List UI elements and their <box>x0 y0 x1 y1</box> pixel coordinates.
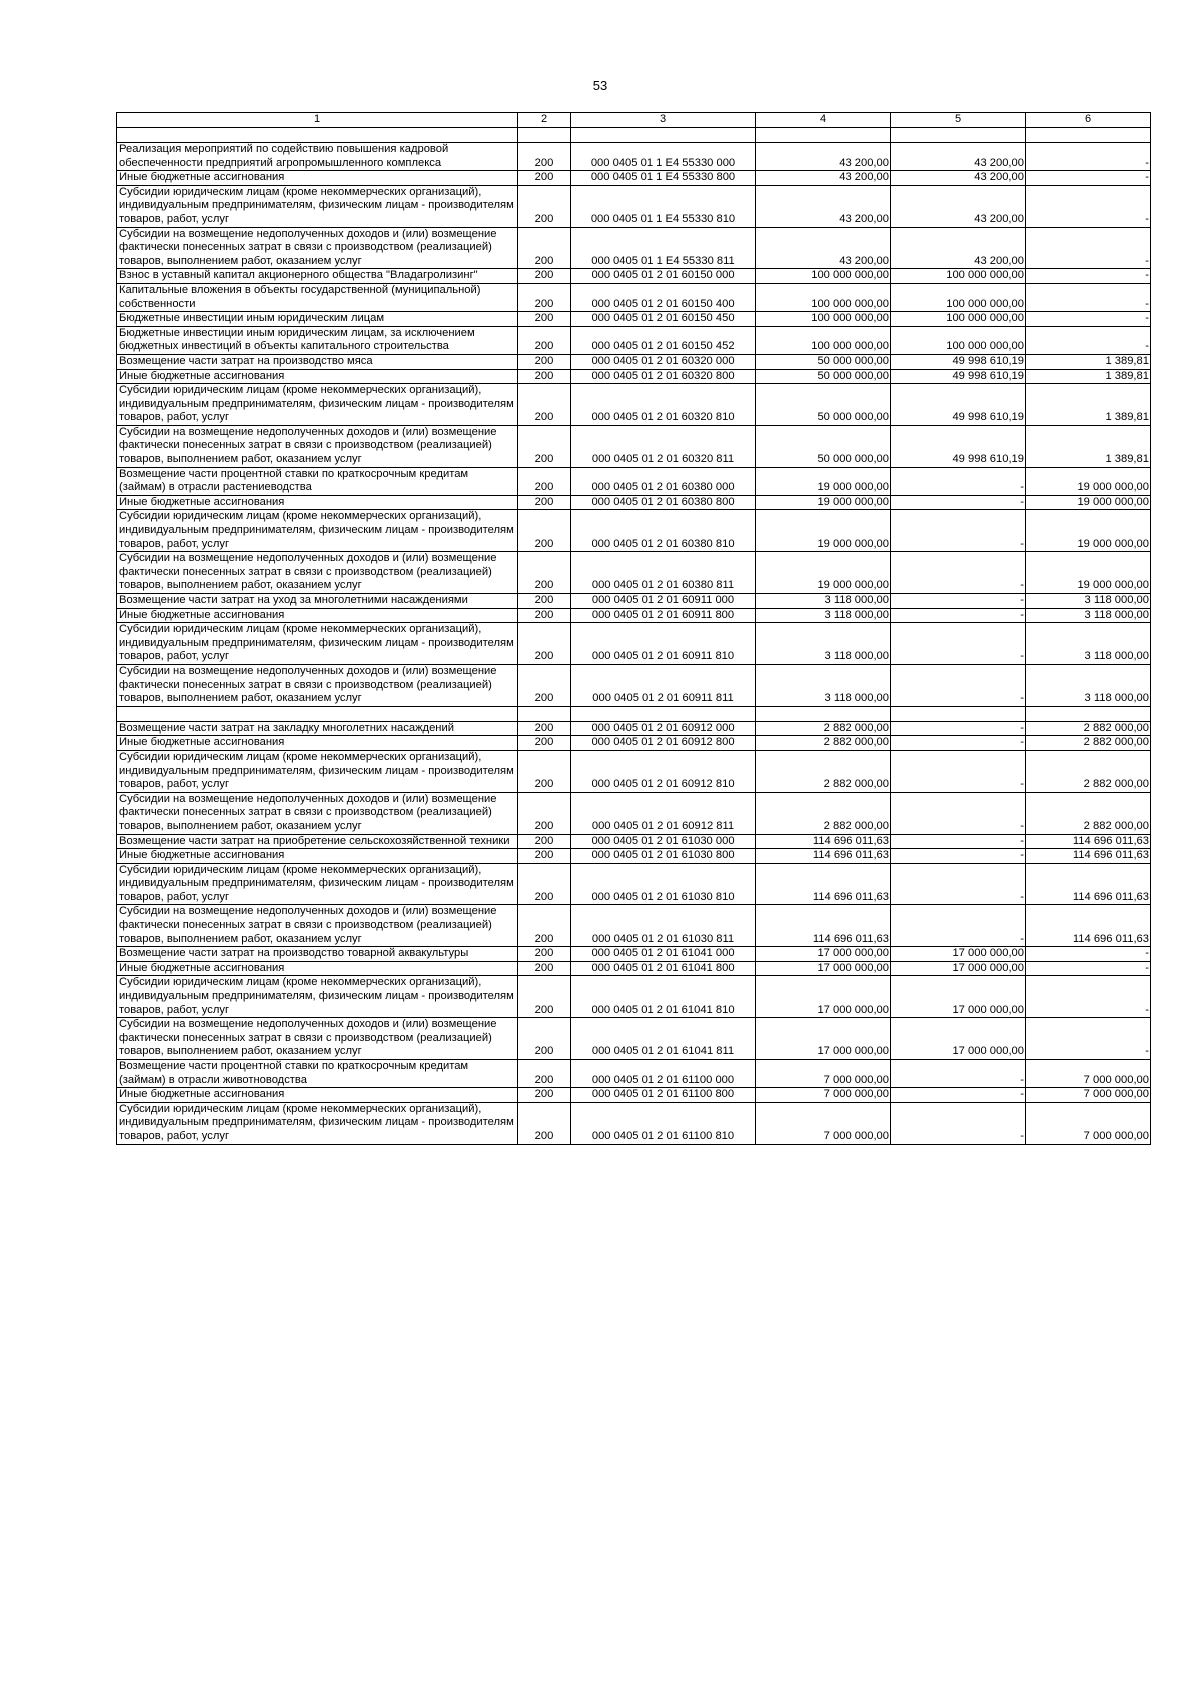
row-line-code-cell: 200 <box>518 664 571 706</box>
row-budget-code-cell: 000 0405 01 2 01 61030 810 <box>571 863 756 905</box>
table-row <box>117 326 1151 354</box>
row-name-cell: Иные бюджетные ассигнования <box>117 736 518 751</box>
row-executed-cell: - <box>891 834 1026 849</box>
column-header: 6 <box>1026 113 1151 128</box>
row-unexecuted-cell: 3 118 000,00 <box>1026 623 1151 665</box>
row-name-cell: Субсидии на возмещение недополученных доходов и (или) возмещение фактически понесенных затрат в связи с производством (реализацией) товаров, выполнением работ, оказанием услуг <box>117 905 518 947</box>
table-row <box>117 594 1151 609</box>
row-budget-code-cell: 000 0405 01 2 01 60912 811 <box>571 792 756 834</box>
row-budget-code-cell: 000 0405 01 1 E4 55330 811 <box>571 227 756 269</box>
row-executed-cell: - <box>891 750 1026 792</box>
row-line-code-cell: 200 <box>518 976 571 1018</box>
row-approved-cell: 50 000 000,00 <box>756 384 891 426</box>
table-row <box>117 1102 1151 1144</box>
row-executed-cell: 100 000 000,00 <box>891 312 1026 327</box>
row-unexecuted-cell: 7 000 000,00 <box>1026 1102 1151 1144</box>
row-approved-cell: 17 000 000,00 <box>756 947 891 962</box>
row-line-code-cell: 200 <box>518 326 571 354</box>
row-unexecuted-cell: 114 696 011,63 <box>1026 849 1151 864</box>
row-name-cell: Реализация мероприятий по содействию повышения кадровой обеспеченности предприятий агропромышленного комплекса <box>117 143 518 171</box>
row-name-cell: Иные бюджетные ассигнования <box>117 495 518 510</box>
row-executed-cell: 100 000 000,00 <box>891 283 1026 311</box>
row-approved-cell: 2 882 000,00 <box>756 736 891 751</box>
row-approved-cell: 2 882 000,00 <box>756 750 891 792</box>
row-approved-cell: 100 000 000,00 <box>756 269 891 284</box>
row-budget-code-cell: 000 0405 01 2 01 60320 810 <box>571 384 756 426</box>
row-approved-cell: 50 000 000,00 <box>756 369 891 384</box>
spacer-row <box>117 128 1151 143</box>
row-name-cell: Субсидии юридическим лицам (кроме некоммерческих организаций), индивидуальным предпринимателям, физическим лицам - производителям товаров, работ, услуг <box>117 976 518 1018</box>
row-name-cell: Возмещение части затрат на производство мяса <box>117 354 518 369</box>
row-approved-cell: 17 000 000,00 <box>756 1018 891 1060</box>
row-unexecuted-cell: 19 000 000,00 <box>1026 552 1151 594</box>
row-name-cell: Иные бюджетные ассигнования <box>117 961 518 976</box>
row-budget-code-cell: 000 0405 01 2 01 60380 810 <box>571 510 756 552</box>
row-line-code-cell: 200 <box>518 312 571 327</box>
table-row <box>117 185 1151 227</box>
row-executed-cell: 17 000 000,00 <box>891 976 1026 1018</box>
row-name-cell: Иные бюджетные ассигнования <box>117 608 518 623</box>
empty-cell <box>891 128 1026 143</box>
table-row <box>117 283 1151 311</box>
row-budget-code-cell: 000 0405 01 1 E4 55330 000 <box>571 143 756 171</box>
row-name-cell: Иные бюджетные ассигнования <box>117 171 518 186</box>
row-budget-code-cell: 000 0405 01 2 01 61041 000 <box>571 947 756 962</box>
row-executed-cell: - <box>891 1088 1026 1103</box>
row-name-cell: Возмещение части затрат на закладку многолетних насаждений <box>117 721 518 736</box>
row-line-code-cell: 200 <box>518 863 571 905</box>
row-unexecuted-cell: 2 882 000,00 <box>1026 736 1151 751</box>
row-executed-cell: 49 998 610,19 <box>891 369 1026 384</box>
row-line-code-cell: 200 <box>518 1088 571 1103</box>
row-unexecuted-cell: - <box>1026 269 1151 284</box>
row-executed-cell: 17 000 000,00 <box>891 947 1026 962</box>
table-row <box>117 1088 1151 1103</box>
row-executed-cell: - <box>891 863 1026 905</box>
row-approved-cell: 3 118 000,00 <box>756 664 891 706</box>
row-unexecuted-cell: - <box>1026 976 1151 1018</box>
empty-cell <box>518 706 571 721</box>
row-executed-cell: 43 200,00 <box>891 185 1026 227</box>
table-row <box>117 552 1151 594</box>
row-unexecuted-cell: - <box>1026 283 1151 311</box>
row-name-cell: Субсидии на возмещение недополученных доходов и (или) возмещение фактически понесенных затрат в связи с производством (реализацией) товаров, выполнением работ, оказанием услуг <box>117 425 518 467</box>
row-unexecuted-cell: - <box>1026 961 1151 976</box>
row-executed-cell: 43 200,00 <box>891 227 1026 269</box>
row-line-code-cell: 200 <box>518 834 571 849</box>
row-budget-code-cell: 000 0405 01 2 01 61030 800 <box>571 849 756 864</box>
row-name-cell: Возмещение части затрат на уход за многолетними насаждениями <box>117 594 518 609</box>
row-budget-code-cell: 000 0405 01 2 01 60911 800 <box>571 608 756 623</box>
column-header: 5 <box>891 113 1026 128</box>
table-row <box>117 863 1151 905</box>
column-header: 1 <box>117 113 518 128</box>
row-budget-code-cell: 000 0405 01 2 01 61041 800 <box>571 961 756 976</box>
row-budget-code-cell: 000 0405 01 2 01 61041 810 <box>571 976 756 1018</box>
row-approved-cell: 17 000 000,00 <box>756 961 891 976</box>
column-header: 4 <box>756 113 891 128</box>
row-executed-cell: 100 000 000,00 <box>891 326 1026 354</box>
row-line-code-cell: 200 <box>518 495 571 510</box>
table-row <box>117 961 1151 976</box>
row-line-code-cell: 200 <box>518 143 571 171</box>
row-name-cell: Иные бюджетные ассигнования <box>117 849 518 864</box>
row-name-cell: Иные бюджетные ассигнования <box>117 369 518 384</box>
row-budget-code-cell: 000 0405 01 2 01 60380 800 <box>571 495 756 510</box>
row-executed-cell: - <box>891 736 1026 751</box>
empty-cell <box>571 706 756 721</box>
row-executed-cell: 100 000 000,00 <box>891 269 1026 284</box>
row-name-cell: Субсидии юридическим лицам (кроме некоммерческих организаций), индивидуальным предпринимателям, физическим лицам - производителям товаров, работ, услуг <box>117 185 518 227</box>
row-line-code-cell: 200 <box>518 227 571 269</box>
table-row <box>117 623 1151 665</box>
table-row <box>117 495 1151 510</box>
row-unexecuted-cell: 1 389,81 <box>1026 425 1151 467</box>
row-approved-cell: 50 000 000,00 <box>756 354 891 369</box>
column-header: 2 <box>518 113 571 128</box>
table-row <box>117 834 1151 849</box>
table-row <box>117 384 1151 426</box>
row-unexecuted-cell: - <box>1026 947 1151 962</box>
row-approved-cell: 19 000 000,00 <box>756 467 891 495</box>
row-budget-code-cell: 000 0405 01 2 01 60380 000 <box>571 467 756 495</box>
row-unexecuted-cell: 2 882 000,00 <box>1026 792 1151 834</box>
table-row <box>117 608 1151 623</box>
row-unexecuted-cell: 1 389,81 <box>1026 384 1151 426</box>
row-executed-cell: - <box>891 552 1026 594</box>
row-unexecuted-cell: - <box>1026 227 1151 269</box>
row-approved-cell: 3 118 000,00 <box>756 623 891 665</box>
row-executed-cell: - <box>891 721 1026 736</box>
row-line-code-cell: 200 <box>518 961 571 976</box>
table-row <box>117 171 1151 186</box>
row-executed-cell: 17 000 000,00 <box>891 961 1026 976</box>
table-row <box>117 425 1151 467</box>
row-line-code-cell: 200 <box>518 1102 571 1144</box>
table-row <box>117 792 1151 834</box>
row-approved-cell: 19 000 000,00 <box>756 495 891 510</box>
row-approved-cell: 114 696 011,63 <box>756 849 891 864</box>
row-unexecuted-cell: - <box>1026 326 1151 354</box>
row-line-code-cell: 200 <box>518 736 571 751</box>
row-name-cell: Субсидии на возмещение недополученных доходов и (или) возмещение фактически понесенных затрат в связи с производством (реализацией) товаров, выполнением работ, оказанием услуг <box>117 552 518 594</box>
row-budget-code-cell: 000 0405 01 2 01 60150 452 <box>571 326 756 354</box>
row-name-cell: Субсидии юридическим лицам (кроме некоммерческих организаций), индивидуальным предпринимателям, физическим лицам - производителям товаров, работ, услуг <box>117 1102 518 1144</box>
row-unexecuted-cell: - <box>1026 143 1151 171</box>
row-executed-cell: - <box>891 495 1026 510</box>
row-approved-cell: 7 000 000,00 <box>756 1102 891 1144</box>
row-name-cell: Субсидии юридическим лицам (кроме некоммерческих организаций), индивидуальным предпринимателям, физическим лицам - производителям товаров, работ, услуг <box>117 384 518 426</box>
row-approved-cell: 100 000 000,00 <box>756 312 891 327</box>
row-executed-cell: - <box>891 467 1026 495</box>
row-executed-cell: 49 998 610,19 <box>891 384 1026 426</box>
row-executed-cell: 43 200,00 <box>891 143 1026 171</box>
row-approved-cell: 7 000 000,00 <box>756 1088 891 1103</box>
row-name-cell: Возмещение части процентной ставки по краткосрочным кредитам (займам) в отрасли животноводства <box>117 1060 518 1088</box>
row-executed-cell: - <box>891 849 1026 864</box>
row-unexecuted-cell: - <box>1026 1018 1151 1060</box>
row-line-code-cell: 200 <box>518 608 571 623</box>
empty-cell <box>518 128 571 143</box>
table-row <box>117 467 1151 495</box>
row-unexecuted-cell: 114 696 011,63 <box>1026 834 1151 849</box>
row-executed-cell: - <box>891 594 1026 609</box>
row-name-cell: Субсидии юридическим лицам (кроме некоммерческих организаций), индивидуальным предпринимателям, физическим лицам - производителям товаров, работ, услуг <box>117 510 518 552</box>
row-budget-code-cell: 000 0405 01 1 E4 55330 810 <box>571 185 756 227</box>
row-budget-code-cell: 000 0405 01 2 01 60320 800 <box>571 369 756 384</box>
row-line-code-cell: 200 <box>518 354 571 369</box>
column-number-row <box>117 113 1151 128</box>
row-executed-cell: 49 998 610,19 <box>891 425 1026 467</box>
empty-cell <box>117 128 518 143</box>
column-header: 3 <box>571 113 756 128</box>
row-budget-code-cell: 000 0405 01 2 01 60320 811 <box>571 425 756 467</box>
row-line-code-cell: 200 <box>518 185 571 227</box>
row-name-cell: Взнос в уставный капитал акционерного общества "Владагролизинг" <box>117 269 518 284</box>
row-executed-cell: - <box>891 905 1026 947</box>
table-row <box>117 1060 1151 1088</box>
row-executed-cell: - <box>891 1060 1026 1088</box>
row-approved-cell: 19 000 000,00 <box>756 552 891 594</box>
row-name-cell: Возмещение части процентной ставки по краткосрочным кредитам (займам) в отрасли растениеводства <box>117 467 518 495</box>
row-line-code-cell: 200 <box>518 1060 571 1088</box>
row-name-cell: Бюджетные инвестиции иным юридическим лицам, за исключением бюджетных инвестиций в объекты капитального строительства <box>117 326 518 354</box>
row-approved-cell: 100 000 000,00 <box>756 326 891 354</box>
row-name-cell: Субсидии юридическим лицам (кроме некоммерческих организаций), индивидуальным предпринимателям, физическим лицам - производителям товаров, работ, услуг <box>117 863 518 905</box>
row-unexecuted-cell: 19 000 000,00 <box>1026 510 1151 552</box>
budget-table <box>116 112 1151 1145</box>
row-budget-code-cell: 000 0405 01 2 01 60150 400 <box>571 283 756 311</box>
table-row <box>117 143 1151 171</box>
row-name-cell: Возмещение части затрат на приобретение сельскохозяйственной техники <box>117 834 518 849</box>
row-line-code-cell: 200 <box>518 792 571 834</box>
row-approved-cell: 2 882 000,00 <box>756 721 891 736</box>
row-name-cell: Субсидии на возмещение недополученных доходов и (или) возмещение фактически понесенных затрат в связи с производством (реализацией) товаров, выполнением работ, оказанием услуг <box>117 792 518 834</box>
row-unexecuted-cell: 114 696 011,63 <box>1026 905 1151 947</box>
row-line-code-cell: 200 <box>518 283 571 311</box>
row-executed-cell: 17 000 000,00 <box>891 1018 1026 1060</box>
row-approved-cell: 7 000 000,00 <box>756 1060 891 1088</box>
row-budget-code-cell: 000 0405 01 2 01 60911 810 <box>571 623 756 665</box>
row-approved-cell: 3 118 000,00 <box>756 594 891 609</box>
table-row <box>117 369 1151 384</box>
table-row <box>117 664 1151 706</box>
row-unexecuted-cell: 19 000 000,00 <box>1026 495 1151 510</box>
table-row <box>117 750 1151 792</box>
row-approved-cell: 43 200,00 <box>756 185 891 227</box>
table-row <box>117 976 1151 1018</box>
row-approved-cell: 43 200,00 <box>756 143 891 171</box>
row-executed-cell: - <box>891 792 1026 834</box>
row-line-code-cell: 200 <box>518 552 571 594</box>
row-budget-code-cell: 000 0405 01 2 01 61030 000 <box>571 834 756 849</box>
row-approved-cell: 43 200,00 <box>756 171 891 186</box>
row-budget-code-cell: 000 0405 01 2 01 60380 811 <box>571 552 756 594</box>
row-approved-cell: 2 882 000,00 <box>756 792 891 834</box>
empty-cell <box>1026 706 1151 721</box>
row-line-code-cell: 200 <box>518 905 571 947</box>
table-row <box>117 849 1151 864</box>
empty-cell <box>756 128 891 143</box>
row-unexecuted-cell: 19 000 000,00 <box>1026 467 1151 495</box>
row-executed-cell: - <box>891 510 1026 552</box>
row-budget-code-cell: 000 0405 01 1 E4 55330 800 <box>571 171 756 186</box>
row-line-code-cell: 200 <box>518 721 571 736</box>
row-approved-cell: 114 696 011,63 <box>756 905 891 947</box>
row-budget-code-cell: 000 0405 01 2 01 61041 811 <box>571 1018 756 1060</box>
row-unexecuted-cell: 1 389,81 <box>1026 354 1151 369</box>
row-name-cell: Иные бюджетные ассигнования <box>117 1088 518 1103</box>
table-row <box>117 947 1151 962</box>
table-row <box>117 721 1151 736</box>
row-line-code-cell: 200 <box>518 384 571 426</box>
row-line-code-cell: 200 <box>518 750 571 792</box>
table-row <box>117 1018 1151 1060</box>
row-unexecuted-cell: 1 389,81 <box>1026 369 1151 384</box>
row-approved-cell: 3 118 000,00 <box>756 608 891 623</box>
row-budget-code-cell: 000 0405 01 2 01 60912 000 <box>571 721 756 736</box>
row-unexecuted-cell: 3 118 000,00 <box>1026 608 1151 623</box>
row-line-code-cell: 200 <box>518 510 571 552</box>
row-name-cell: Субсидии юридическим лицам (кроме некоммерческих организаций), индивидуальным предпринимателям, физическим лицам - производителям товаров, работ, услуг <box>117 750 518 792</box>
row-name-cell: Субсидии на возмещение недополученных доходов и (или) возмещение фактически понесенных затрат в связи с производством (реализацией) товаров, выполнением работ, оказанием услуг <box>117 1018 518 1060</box>
row-name-cell: Бюджетные инвестиции иным юридическим лицам <box>117 312 518 327</box>
row-budget-code-cell: 000 0405 01 2 01 60911 000 <box>571 594 756 609</box>
empty-cell <box>571 128 756 143</box>
row-line-code-cell: 200 <box>518 171 571 186</box>
table-row <box>117 312 1151 327</box>
row-unexecuted-cell: 2 882 000,00 <box>1026 750 1151 792</box>
row-line-code-cell: 200 <box>518 947 571 962</box>
row-budget-code-cell: 000 0405 01 2 01 61100 000 <box>571 1060 756 1088</box>
row-budget-code-cell: 000 0405 01 2 01 61030 811 <box>571 905 756 947</box>
row-line-code-cell: 200 <box>518 369 571 384</box>
row-unexecuted-cell: 7 000 000,00 <box>1026 1088 1151 1103</box>
row-unexecuted-cell: 3 118 000,00 <box>1026 594 1151 609</box>
row-unexecuted-cell: 7 000 000,00 <box>1026 1060 1151 1088</box>
empty-cell <box>117 706 518 721</box>
spacer-row <box>117 706 1151 721</box>
row-executed-cell: 43 200,00 <box>891 171 1026 186</box>
row-budget-code-cell: 000 0405 01 2 01 60150 450 <box>571 312 756 327</box>
table-row <box>117 227 1151 269</box>
row-approved-cell: 17 000 000,00 <box>756 976 891 1018</box>
row-budget-code-cell: 000 0405 01 2 01 61100 800 <box>571 1088 756 1103</box>
row-budget-code-cell: 000 0405 01 2 01 60912 810 <box>571 750 756 792</box>
row-approved-cell: 114 696 011,63 <box>756 863 891 905</box>
empty-cell <box>891 706 1026 721</box>
row-unexecuted-cell: 2 882 000,00 <box>1026 721 1151 736</box>
row-budget-code-cell: 000 0405 01 2 01 60911 811 <box>571 664 756 706</box>
table-row <box>117 905 1151 947</box>
row-budget-code-cell: 000 0405 01 2 01 60150 000 <box>571 269 756 284</box>
row-name-cell: Субсидии на возмещение недополученных доходов и (или) возмещение фактически понесенных затрат в связи с производством (реализацией) товаров, выполнением работ, оказанием услуг <box>117 664 518 706</box>
table-row <box>117 510 1151 552</box>
row-name-cell: Возмещение части затрат на производство товарной аквакультуры <box>117 947 518 962</box>
row-approved-cell: 19 000 000,00 <box>756 510 891 552</box>
row-line-code-cell: 200 <box>518 269 571 284</box>
row-unexecuted-cell: - <box>1026 185 1151 227</box>
row-executed-cell: - <box>891 608 1026 623</box>
row-approved-cell: 50 000 000,00 <box>756 425 891 467</box>
row-executed-cell: - <box>891 623 1026 665</box>
row-executed-cell: - <box>891 664 1026 706</box>
row-unexecuted-cell: 114 696 011,63 <box>1026 863 1151 905</box>
row-executed-cell: 49 998 610,19 <box>891 354 1026 369</box>
table-row <box>117 736 1151 751</box>
row-name-cell: Субсидии на возмещение недополученных доходов и (или) возмещение фактически понесенных затрат в связи с производством (реализацией) товаров, выполнением работ, оказанием услуг <box>117 227 518 269</box>
table-row <box>117 269 1151 284</box>
row-line-code-cell: 200 <box>518 1018 571 1060</box>
row-unexecuted-cell: - <box>1026 312 1151 327</box>
row-approved-cell: 43 200,00 <box>756 227 891 269</box>
row-approved-cell: 114 696 011,63 <box>756 834 891 849</box>
row-budget-code-cell: 000 0405 01 2 01 60320 000 <box>571 354 756 369</box>
empty-cell <box>756 706 891 721</box>
empty-cell <box>1026 128 1151 143</box>
page-number: 53 <box>592 78 608 93</box>
table-row <box>117 354 1151 369</box>
row-approved-cell: 100 000 000,00 <box>756 283 891 311</box>
row-unexecuted-cell: - <box>1026 171 1151 186</box>
row-line-code-cell: 200 <box>518 849 571 864</box>
row-line-code-cell: 200 <box>518 425 571 467</box>
row-line-code-cell: 200 <box>518 594 571 609</box>
row-executed-cell: - <box>891 1102 1026 1144</box>
row-unexecuted-cell: 3 118 000,00 <box>1026 664 1151 706</box>
row-line-code-cell: 200 <box>518 467 571 495</box>
row-budget-code-cell: 000 0405 01 2 01 61100 810 <box>571 1102 756 1144</box>
row-name-cell: Капитальные вложения в объекты государственной (муниципальной) собственности <box>117 283 518 311</box>
row-name-cell: Субсидии юридическим лицам (кроме некоммерческих организаций), индивидуальным предпринимателям, физическим лицам - производителям товаров, работ, услуг <box>117 623 518 665</box>
row-budget-code-cell: 000 0405 01 2 01 60912 800 <box>571 736 756 751</box>
row-line-code-cell: 200 <box>518 623 571 665</box>
